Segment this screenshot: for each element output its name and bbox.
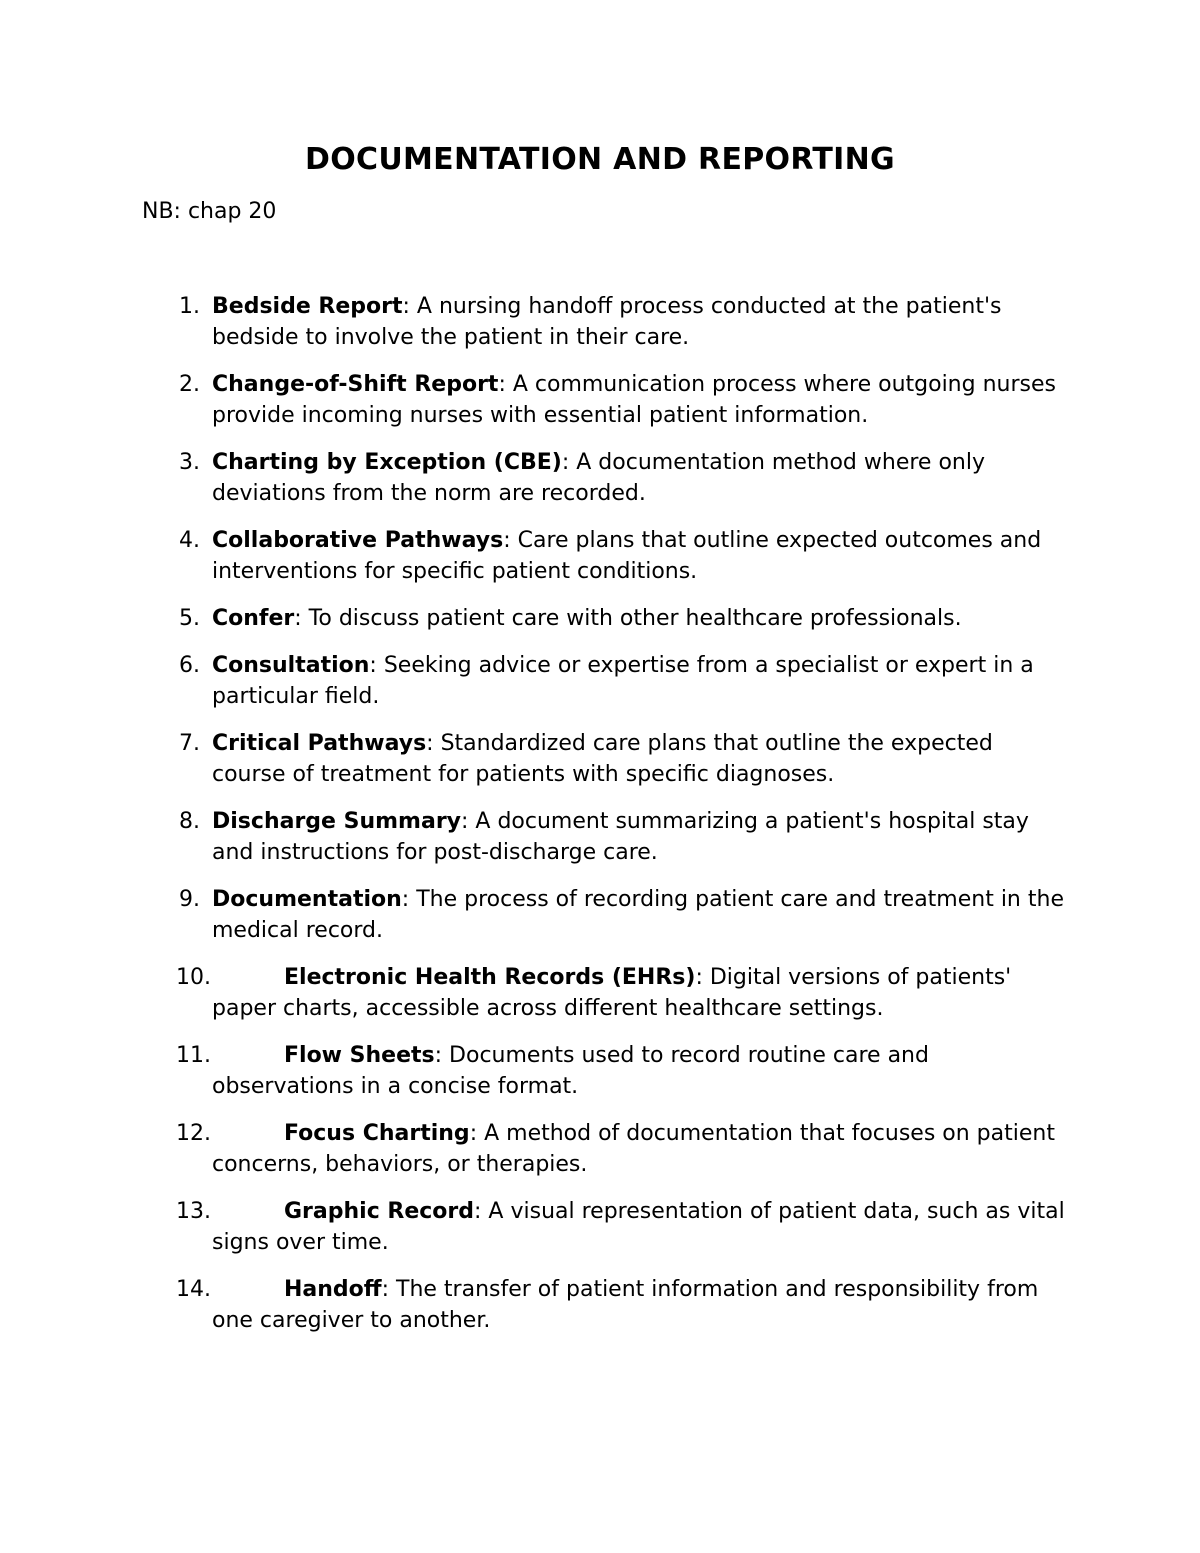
item-term: Discharge Summary <box>212 809 462 834</box>
list-item <box>0 1118 1072 1180</box>
item-number: 13. <box>176 1199 211 1224</box>
item-number: 3. <box>179 450 200 475</box>
list-item <box>0 962 1072 1024</box>
item-definition: : A documentation method where only deviations from the norm are recorded. <box>212 450 985 506</box>
list-item <box>0 369 1072 431</box>
item-definition: : A method of documentation that focuses on patient concerns, behaviors, or therapies. <box>212 1121 1055 1177</box>
item-definition: : To discuss patient care with other healthcare professionals. <box>294 606 962 631</box>
list-item <box>0 447 1072 509</box>
chapter-note: NB: chap 20 <box>142 199 277 224</box>
item-term: Documentation <box>212 887 402 912</box>
item-number: 2. <box>179 372 200 397</box>
list-item <box>0 650 1072 712</box>
item-term: Confer <box>212 606 295 631</box>
list-item <box>0 806 1072 868</box>
list-item <box>0 728 1072 790</box>
item-term: Critical Pathways <box>212 731 427 756</box>
item-term: Electronic Health Records (EHRs) <box>284 965 696 990</box>
item-definition: : Documents used to record routine care and observations in a concise format. <box>212 1043 929 1099</box>
item-definition: : Care plans that outline expected outcomes and interventions for specific patient conditions. <box>212 528 1042 584</box>
item-number: 14. <box>176 1277 211 1302</box>
item-definition: : The process of recording patient care and treatment in the medical record. <box>212 887 1064 943</box>
page-title: DOCUMENTATION AND REPORTING <box>305 142 895 177</box>
item-definition: : A communication process where outgoing nurses provide incoming nurses with essential patient information. <box>212 372 1056 428</box>
item-term: Bedside Report <box>212 294 403 319</box>
item-number: 7. <box>179 731 200 756</box>
item-number: 6. <box>179 653 200 678</box>
item-term: Change-of-Shift Report <box>212 372 499 397</box>
item-term: Focus Charting <box>284 1121 470 1146</box>
item-definition: : Digital versions of patients' paper charts, accessible across different healthcare settings. <box>212 965 1012 1021</box>
item-definition: : A visual representation of patient data, such as vital signs over time. <box>212 1199 1065 1255</box>
item-term: Consultation <box>212 653 370 678</box>
item-definition: : A nursing handoff process conducted at the patient's bedside to involve the patient in their care. <box>212 294 1002 350</box>
item-number: 10. <box>176 965 211 990</box>
item-definition: : Standardized care plans that outline the expected course of treatment for patients with specific diagnoses. <box>212 731 993 787</box>
item-number: 8. <box>179 809 200 834</box>
item-number: 1. <box>179 294 200 319</box>
item-term: Collaborative Pathways <box>212 528 504 553</box>
item-number: 12. <box>176 1121 211 1146</box>
item-number: 4. <box>179 528 200 553</box>
list-item <box>0 884 1072 946</box>
list-item <box>0 603 1072 634</box>
item-term: Flow Sheets <box>284 1043 435 1068</box>
list-item <box>0 525 1072 587</box>
item-number: 5. <box>179 606 200 631</box>
item-term: Handoff <box>284 1277 382 1302</box>
list-item <box>0 1196 1072 1258</box>
item-definition: : Seeking advice or expertise from a specialist or expert in a particular field. <box>212 653 1034 709</box>
list-item <box>0 291 1072 353</box>
item-definition: : A document summarizing a patient's hospital stay and instructions for post-discharge care. <box>212 809 1029 865</box>
item-term: Graphic Record <box>284 1199 475 1224</box>
item-definition: : The transfer of patient information and responsibility from one caregiver to another. <box>212 1277 1039 1333</box>
item-number: 9. <box>179 887 200 912</box>
list-item <box>0 1274 1072 1336</box>
item-number: 11. <box>176 1043 211 1068</box>
item-term: Charting by Exception (CBE) <box>212 450 562 475</box>
list-item <box>0 1040 1072 1102</box>
definition-list <box>0 291 1200 1352</box>
